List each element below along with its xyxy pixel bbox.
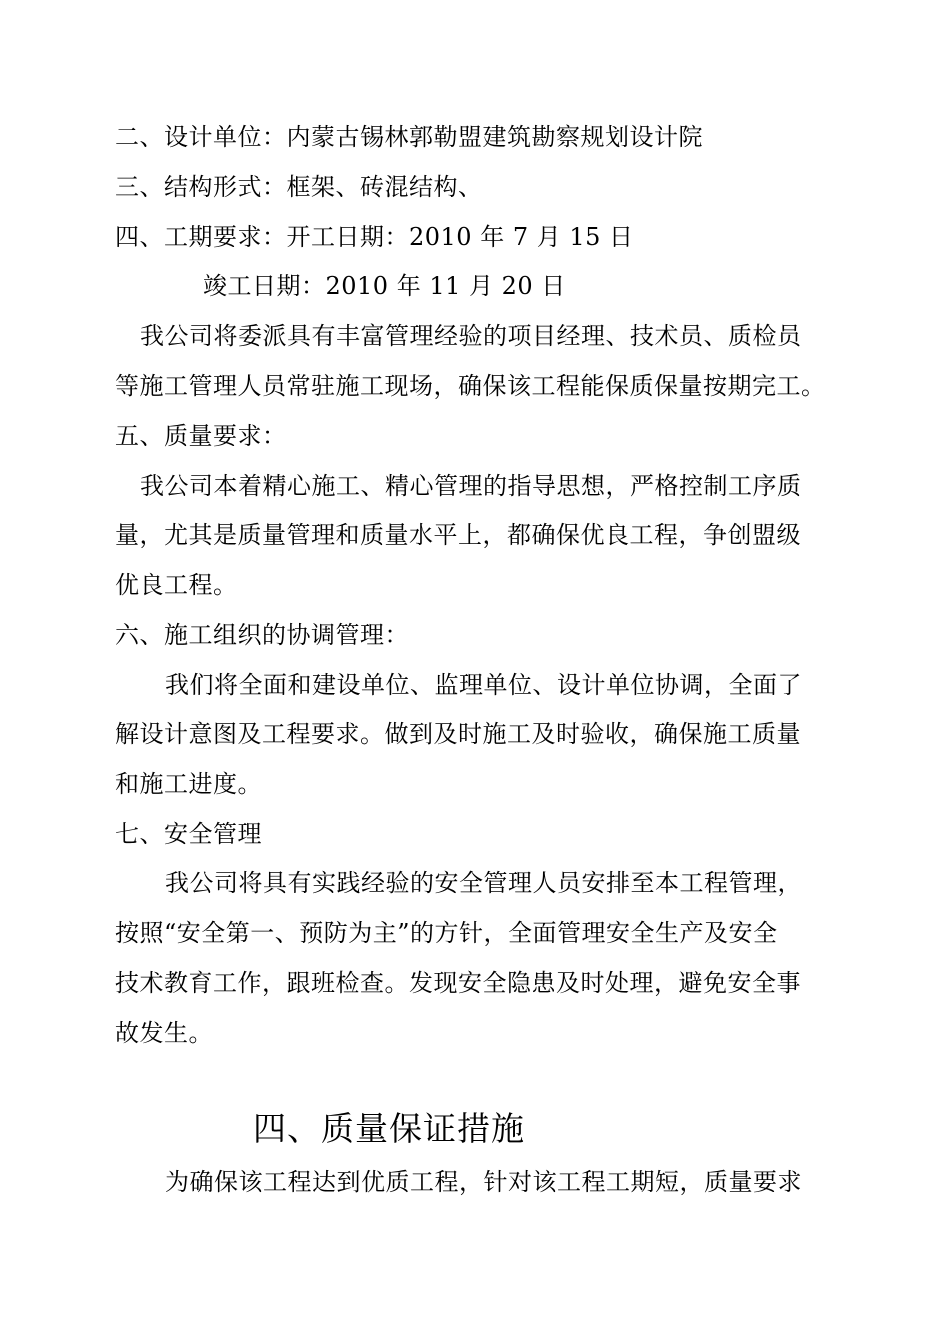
section-heading-quality-measures: 四、质量保证措施: [253, 1109, 525, 1148]
paragraph-line: 和施工进度。: [115, 770, 262, 798]
structure-form-line: 三、结构形式：框架、砖混结构、: [115, 173, 483, 201]
safety-heading: 七、安全管理: [115, 820, 262, 848]
paragraph-line: 等施工管理人员常驻施工现场，确保该工程能保质保量按期完工。: [115, 372, 826, 400]
paragraph-line: 我公司将委派具有丰富管理经验的项目经理、技术员、质检员: [140, 322, 802, 350]
paragraph-line: 按照“安全第一、预防为主”的方针，全面管理安全生产及安全: [115, 919, 778, 947]
design-unit-line: 二、设计单位：内蒙古锡林郭勒盟建筑勘察规划设计院: [115, 123, 703, 151]
paragraph-line: 技术教育工作，跟班检查。发现安全隐患及时处理，避免安全事: [115, 969, 801, 997]
paragraph-line: 我公司本着精心施工、精心管理的指导思想，严格控制工序质: [140, 472, 802, 500]
paragraph-line: 我们将全面和建设单位、监理单位、设计单位协调，全面了: [165, 671, 802, 699]
paragraph-line: 故发生。: [115, 1019, 213, 1047]
coordination-heading: 六、施工组织的协调管理：: [115, 621, 409, 649]
paragraph-line: 量，尤其是质量管理和质量水平上，都确保优良工程，争创盟级: [115, 521, 801, 549]
paragraph-line: 优良工程。: [115, 571, 238, 599]
paragraph-line: 为确保该工程达到优质工程，针对该工程工期短，质量要求: [165, 1168, 802, 1196]
quality-requirement-heading: 五、质量要求：: [115, 422, 287, 450]
schedule-start-line: 四、工期要求：开工日期：2010 年 7 月 15 日: [115, 223, 634, 251]
schedule-end-line: 竣工日期：2010 年 11 月 20 日: [203, 272, 566, 300]
paragraph-line: 我公司将具有实践经验的安全管理人员安排至本工程管理，: [165, 869, 802, 897]
paragraph-line: 解设计意图及工程要求。做到及时施工及时验收，确保施工质量: [115, 720, 801, 748]
